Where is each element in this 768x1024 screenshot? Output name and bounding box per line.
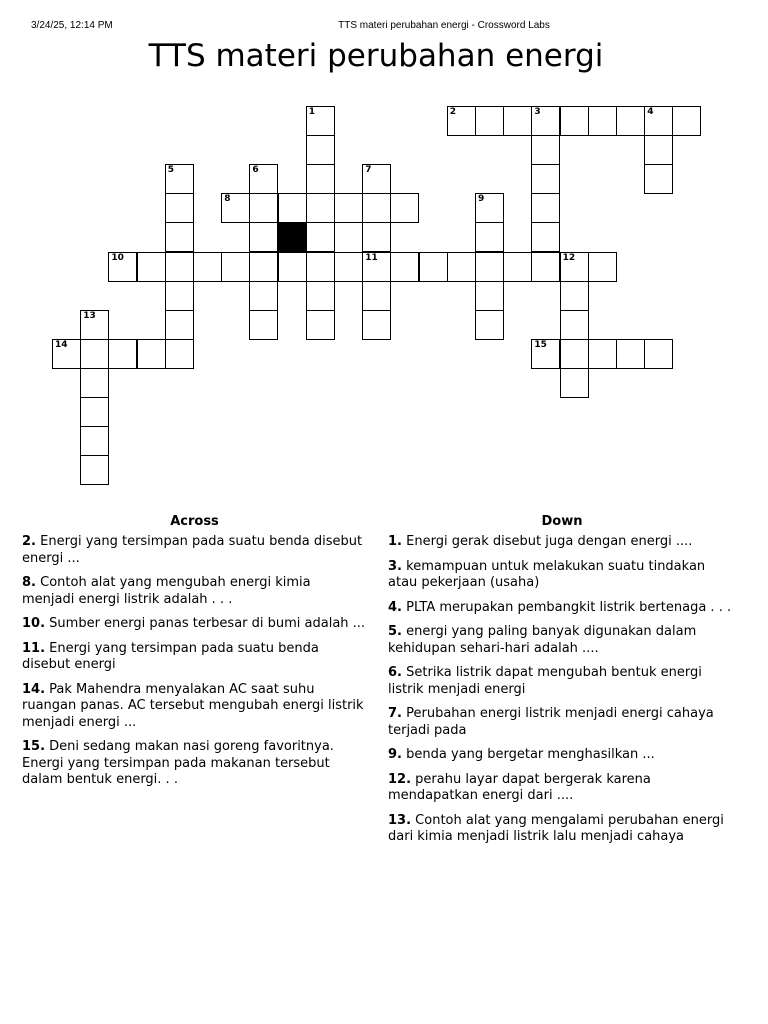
grid-cell[interactable] xyxy=(588,106,617,136)
grid-cell[interactable] xyxy=(249,222,278,252)
grid-cell[interactable] xyxy=(165,339,194,369)
clue-number: 8. xyxy=(22,575,36,590)
grid-cell[interactable] xyxy=(475,252,504,282)
down-clue xyxy=(388,772,736,805)
grid-cell[interactable] xyxy=(560,339,589,369)
grid-cell[interactable] xyxy=(221,193,250,223)
down-heading: Down xyxy=(541,514,583,529)
grid-cell[interactable] xyxy=(193,252,222,282)
grid-cell[interactable] xyxy=(306,252,335,282)
grid-cell[interactable] xyxy=(616,339,645,369)
grid-cell[interactable] xyxy=(447,252,476,282)
cell-number: 15 xyxy=(534,339,547,350)
grid-cell[interactable] xyxy=(278,252,307,282)
grid-cell[interactable] xyxy=(531,222,560,252)
grid-cell[interactable] xyxy=(560,368,589,398)
grid-cell[interactable] xyxy=(165,281,194,311)
grid-cell[interactable] xyxy=(249,281,278,311)
clue-text: Deni sedang makan nasi goreng favoritnya. Energi yang tersimpan pada makanan tersebut dalam bentuk energi. . . xyxy=(22,739,334,787)
grid-cell[interactable] xyxy=(588,252,617,282)
grid-cell[interactable] xyxy=(475,193,504,223)
grid-cell[interactable] xyxy=(165,193,194,223)
across-clue xyxy=(22,739,367,789)
grid-cell[interactable] xyxy=(306,193,335,223)
grid-cell[interactable] xyxy=(560,281,589,311)
grid-cell[interactable] xyxy=(334,252,363,282)
grid-cell[interactable] xyxy=(503,252,532,282)
grid-cell[interactable] xyxy=(306,106,335,136)
grid-cell[interactable] xyxy=(475,310,504,340)
grid-cell[interactable] xyxy=(390,193,419,223)
grid-cell[interactable] xyxy=(80,397,109,427)
across-clues xyxy=(22,514,367,797)
clue-number: 13. xyxy=(388,812,412,828)
cell-number: 13 xyxy=(83,310,96,321)
grid-cell[interactable] xyxy=(306,310,335,340)
down-clue xyxy=(388,747,736,764)
grid-cell[interactable] xyxy=(249,164,278,194)
cell-number: 5 xyxy=(167,165,175,176)
across-clue xyxy=(22,641,367,674)
down-clue xyxy=(388,665,736,698)
grid-cell[interactable] xyxy=(475,281,504,311)
grid-cell[interactable] xyxy=(560,106,589,136)
grid-cell[interactable] xyxy=(221,252,250,282)
down-clue xyxy=(388,600,736,617)
cell-number: 10 xyxy=(111,252,124,263)
grid-cell[interactable] xyxy=(362,164,391,194)
crossword-grid xyxy=(0,0,768,500)
grid-cell[interactable] xyxy=(616,106,645,136)
across-clue xyxy=(22,616,367,633)
grid-cell[interactable] xyxy=(80,339,109,369)
grid-cell[interactable] xyxy=(80,310,109,340)
grid-cell[interactable] xyxy=(503,106,532,136)
clue-number: 15. xyxy=(22,739,46,754)
grid-cell[interactable] xyxy=(362,222,391,252)
clue-text: PLTA merupakan pembangkit listrik bertenaga . . . xyxy=(406,599,732,615)
clue-number: 6. xyxy=(388,665,402,680)
down-clue xyxy=(388,706,736,739)
grid-cell[interactable] xyxy=(531,164,560,194)
clue-text: kemampuan untuk melakukan suatu tindakan atau pekerjaan (usaha) xyxy=(388,558,706,590)
grid-cell[interactable] xyxy=(531,106,560,136)
grid-cell[interactable] xyxy=(447,106,476,136)
grid-cell[interactable] xyxy=(531,193,560,223)
down-clues xyxy=(388,514,736,854)
cell-number: 7 xyxy=(365,165,372,176)
grid-cell[interactable] xyxy=(249,310,278,340)
grid-cell[interactable] xyxy=(108,252,137,282)
clue-number: 7. xyxy=(388,706,402,721)
cell-number: 8 xyxy=(224,194,231,205)
grid-cell[interactable] xyxy=(165,164,194,194)
grid-cell[interactable] xyxy=(362,252,391,282)
grid-cell[interactable] xyxy=(80,368,109,398)
grid-cell[interactable] xyxy=(306,135,335,165)
clue-text: Pak Mahendra menyalakan AC saat suhu ruangan panas. AC tersebut mengubah energi listrik menjadi energi ... xyxy=(22,681,364,730)
grid-cell[interactable] xyxy=(108,339,137,369)
grid-cell[interactable] xyxy=(475,106,504,136)
grid-cell[interactable] xyxy=(644,164,673,194)
clue-number: 10. xyxy=(22,616,46,631)
grid-cell[interactable] xyxy=(306,164,335,194)
grid-cell[interactable] xyxy=(560,310,589,340)
clue-text: energi yang paling banyak digunakan dalam kehidupan sehari-hari adalah .... xyxy=(388,624,697,656)
grid-cell[interactable] xyxy=(165,310,194,340)
cell-number: 9 xyxy=(478,194,485,205)
cell-number: 3 xyxy=(534,107,541,117)
grid-cell[interactable] xyxy=(419,252,448,282)
clue-text: Perubahan energi listrik menjadi energi cahaya terjadi pada xyxy=(388,706,714,738)
clue-text: Contoh alat yang mengubah energi kimia menjadi energi listrik adalah . . . xyxy=(22,575,311,607)
clue-text: Energi gerak disebut juga dengan energi .... xyxy=(406,534,693,549)
across-clue xyxy=(22,534,367,567)
page-title: TTS materi perubahan energi xyxy=(148,38,604,74)
grid-cell[interactable] xyxy=(531,135,560,165)
clue-number: 5. xyxy=(388,624,402,639)
grid-cell[interactable] xyxy=(644,106,673,136)
clue-text: benda yang bergetar menghasilkan ... xyxy=(406,747,655,762)
grid-cell[interactable] xyxy=(531,339,560,369)
clue-text: Energi yang tersimpan pada suatu benda disebut energi ... xyxy=(22,534,363,566)
grid-cell[interactable] xyxy=(80,426,109,456)
clue-number: 9. xyxy=(388,747,402,762)
clue-number: 4. xyxy=(388,599,402,615)
grid-cell[interactable] xyxy=(278,193,307,223)
grid-block-cell xyxy=(278,222,307,252)
grid-cell[interactable] xyxy=(165,222,194,252)
cell-number: 4 xyxy=(647,107,654,117)
grid-cell[interactable] xyxy=(165,252,194,282)
down-clue xyxy=(388,534,736,551)
cell-number: 1 xyxy=(308,107,316,117)
clue-text: Energi yang tersimpan pada suatu benda disebut energi xyxy=(22,640,319,672)
grid-cell[interactable] xyxy=(362,193,391,223)
across-clue xyxy=(22,682,367,732)
cell-number: 14 xyxy=(55,339,68,350)
down-clue xyxy=(388,624,736,657)
cell-number: 2 xyxy=(449,107,457,117)
across-heading: Across xyxy=(170,514,219,529)
cell-number: 11 xyxy=(365,252,378,263)
clue-number: 14. xyxy=(22,681,46,697)
clue-number: 12. xyxy=(388,771,412,787)
print-page-title: TTS materi perubahan energi - Crossword Labs xyxy=(338,20,550,31)
clue-text: Sumber energi panas terbesar di bumi adalah ... xyxy=(49,616,366,631)
across-clue xyxy=(22,575,367,608)
across-clue-list xyxy=(22,534,367,789)
grid-cell[interactable] xyxy=(362,281,391,311)
grid-cell[interactable] xyxy=(137,339,166,369)
clue-text: Setrika listrik dapat mengubah bentuk energi listrik menjadi energi xyxy=(388,665,702,697)
clue-number: 3. xyxy=(388,558,402,574)
grid-cell[interactable] xyxy=(560,252,589,282)
grid-cell[interactable] xyxy=(249,193,278,223)
down-clue xyxy=(388,559,736,592)
grid-cell[interactable] xyxy=(390,252,419,282)
clue-number: 2. xyxy=(22,534,36,549)
grid-cell[interactable] xyxy=(588,339,617,369)
grid-cell[interactable] xyxy=(306,281,335,311)
grid-cell[interactable] xyxy=(531,252,560,282)
down-clue xyxy=(388,813,736,846)
grid-cell[interactable] xyxy=(644,135,673,165)
cell-number: 6 xyxy=(252,165,259,176)
grid-cell[interactable] xyxy=(475,222,504,252)
cell-number: 12 xyxy=(562,252,576,263)
grid-cell[interactable] xyxy=(249,252,278,282)
grid-cell[interactable] xyxy=(80,455,109,485)
down-clue-list xyxy=(388,534,736,846)
print-datetime: 3/24/25, 12:14 PM xyxy=(31,20,113,31)
grid-cell[interactable] xyxy=(306,222,335,252)
clue-text: Contoh alat yang mengalami perubahan energi dari kimia menjadi listrik lalu menjadi cahaya xyxy=(388,812,724,844)
grid-cell[interactable] xyxy=(334,193,363,223)
clue-number: 11. xyxy=(22,640,46,656)
grid-cell[interactable] xyxy=(672,106,701,136)
grid-cell[interactable] xyxy=(52,339,81,369)
clue-text: perahu layar dapat bergerak karena mendapatkan energi dari .... xyxy=(388,771,651,803)
grid-cell[interactable] xyxy=(137,252,166,282)
grid-cell[interactable] xyxy=(362,310,391,340)
clue-number: 1. xyxy=(388,534,402,549)
grid-cell[interactable] xyxy=(644,339,673,369)
